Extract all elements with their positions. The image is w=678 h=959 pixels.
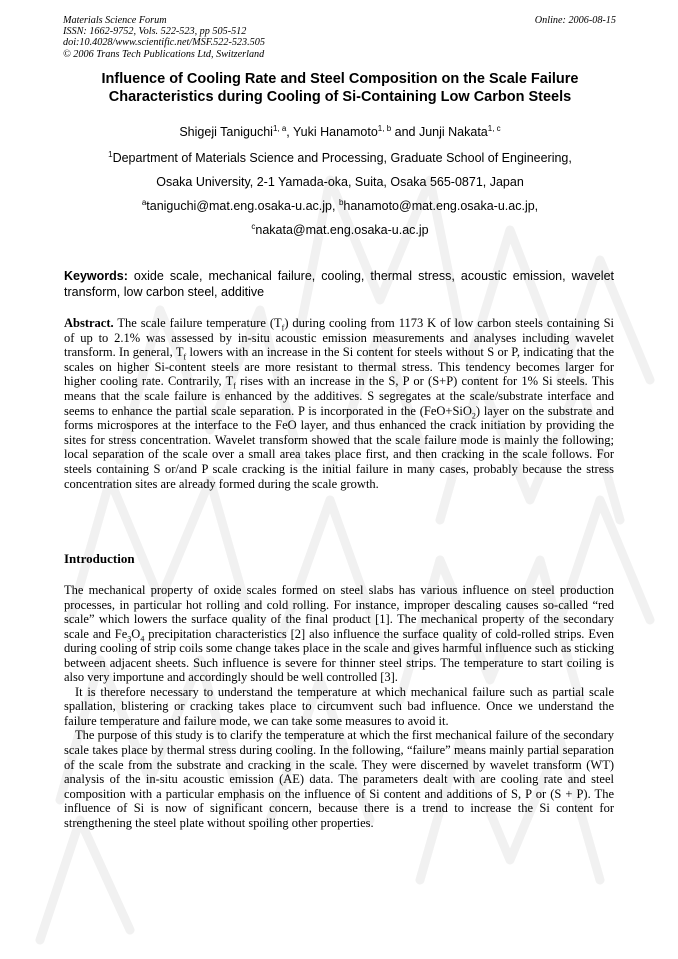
keywords-label: Keywords: (64, 269, 128, 283)
journal-name: Materials Science Forum (63, 15, 167, 26)
intro-subscript: 3 (127, 634, 132, 644)
author-list (60, 124, 620, 140)
intro-subscript: 4 (140, 634, 145, 644)
online-date: Online: 2006-08-15 (534, 15, 616, 26)
abstract-subscript: f (281, 323, 285, 333)
intro-text: precipitation characteristics [2] also influence the surface quality of cold-rolled strips. Even during cooling of strip coils some change takes place in the scale and gives harmful influence such as sticking between adjacent sheets. Such influence is severe for thinner steel strips. The temperature to start coiling is also very importune and accordingly should be well controlled [3]. (64, 626, 614, 685)
abstract-label: Abstract. (64, 316, 114, 330)
email-mark: a (141, 197, 147, 207)
author-affiliation-mark: 1, c (487, 123, 501, 133)
email-address[interactable]: taniguchi@mat.eng.osaka-u.ac.jp, (146, 199, 339, 213)
email-line-1 (60, 198, 620, 214)
abstract-text: The scale failure temperature (T (113, 316, 282, 330)
abstract-section (64, 316, 614, 491)
abstract-text: ) during cooling from 1173 K of low carbon steels containing Si of up to 2.1% was assessed by in-situ acoustic emission measurements and analyses including wavelet transform. In general, T (64, 316, 614, 360)
author-separator: and (391, 125, 419, 139)
email-mark: b (338, 197, 344, 207)
intro-paragraph-1 (64, 583, 614, 685)
email-mark: c (251, 221, 256, 231)
author-affiliation-mark: 1, a (272, 123, 287, 133)
title-line-2: Characteristics during Cooling of Si-Containing Low Carbon Steels (108, 89, 572, 105)
journal-metadata (63, 15, 265, 60)
title-line-1: Influence of Cooling Rate and Steel Composition on the Scale Failure (101, 71, 579, 87)
affiliation-line-2: Osaka University, 2-1 Yamada-oka, Suita, Osaka 565-0871, Japan (156, 175, 524, 189)
abstract-text: ) layer on the substrate and forms microspores at the interface to the FeO layer, and thus enhanced the crack initiation by providing the sites for stress concentration. Wavelet transform showed that the scale failure mode is mainly the following; local separation of the scale over a small area takes place first, and then cracking in the scale follows. For steels containing S or/and P scale cracking is the initial failure in many cases, probably because the stress concentration sites are already formed during the scale growth. (64, 403, 615, 491)
abstract-subscript: 2 (471, 411, 476, 421)
author-name: Junji Nakata (418, 125, 488, 139)
author-name: Shigeji Taniguchi (179, 125, 273, 139)
introduction-heading: Introduction (64, 551, 135, 566)
abstract-text: rises with an increase in the S, P or (S+P) content for 1% Si steels. This means that the scale failure is enhanced by the additives. S segregates at the scale/substrate interface and seems to enhance the partial scale separation. P is incorporated in the (FeO+SiO (64, 374, 614, 418)
affiliation-line-1 (60, 150, 620, 166)
intro-paragraph-2: It is therefore necessary to understand the temperature at which mechanical failure such as partial scale spallation, blistering or cracking takes place to circumvent such bad influence. Once we understand the failure temperature and failure mode, we can take some measures to avoid it. (64, 684, 614, 728)
email-address[interactable]: nakata@mat.eng.osaka-u.ac.jp (255, 223, 429, 237)
abstract-text: lowers with an increase in the Si content for steels without S or P, indicating that the scales on higher Si-content steels are more resistant to thermal stress. This tendency becomes larger for higher cooling rate. Contrarily, T (64, 345, 614, 389)
introduction-body (64, 583, 614, 830)
paper-title (60, 70, 620, 106)
intro-text: The mechanical property of oxide scales formed on steel slabs has various influence on steel production processes, in particular hot rolling and cold rolling. For instance, improper descaling causes so-called “red scale” which lowers the surface quality of the final product [1]. The mechanical property of the secondary scale and Fe (64, 583, 614, 641)
affiliation-number: 1 (108, 149, 113, 159)
keywords-section (64, 268, 614, 300)
email-address[interactable]: hanamoto@mat.eng.osaka-u.ac.jp, (343, 199, 539, 213)
intro-text: O (131, 626, 141, 641)
author-affiliation-mark: 1, b (377, 123, 392, 133)
issn-line: ISSN: 1662-9752, Vols. 522-523, pp 505-512 (63, 26, 247, 38)
keywords-text: oxide scale, mechanical failure, cooling, thermal stress, acoustic emission, wavelet transform, low carbon steel, additive (64, 269, 614, 299)
copyright-line: © 2006 Trans Tech Publications Ltd, Switzerland (63, 48, 265, 60)
intro-paragraph-3: The purpose of this study is to clarify the temperature at which the first mechanical failure of the secondary scale takes place by thermal stress during cooling. In the following, “failure” means mainly partial separation of the scale from the substrate and cracking in the scale. They were discerned by wavelet transform (WT) analysis of the in-situ acoustic emission (AE) data. The parameters dealt with are cooling rate and steel composition with a particular emphasis on the influence of Si content and additions of S, P or (S + P). The influence of Si is now of significant concern, because there is a trend to increase the Si content for strengthening the steel plate without spoiling other properties. (64, 728, 614, 830)
affiliation-text: Department of Materials Science and Processing, Graduate School of Engineering, (112, 151, 572, 165)
abstract-subscript: f (183, 352, 187, 362)
doi-line: doi:10.4028/www.scientific.net/MSF.522-523.505 (63, 37, 265, 49)
author-separator: , (286, 125, 294, 139)
author-name: Yuki Hanamoto (293, 125, 378, 139)
email-line-2 (60, 222, 620, 238)
abstract-subscript: f (233, 381, 236, 391)
